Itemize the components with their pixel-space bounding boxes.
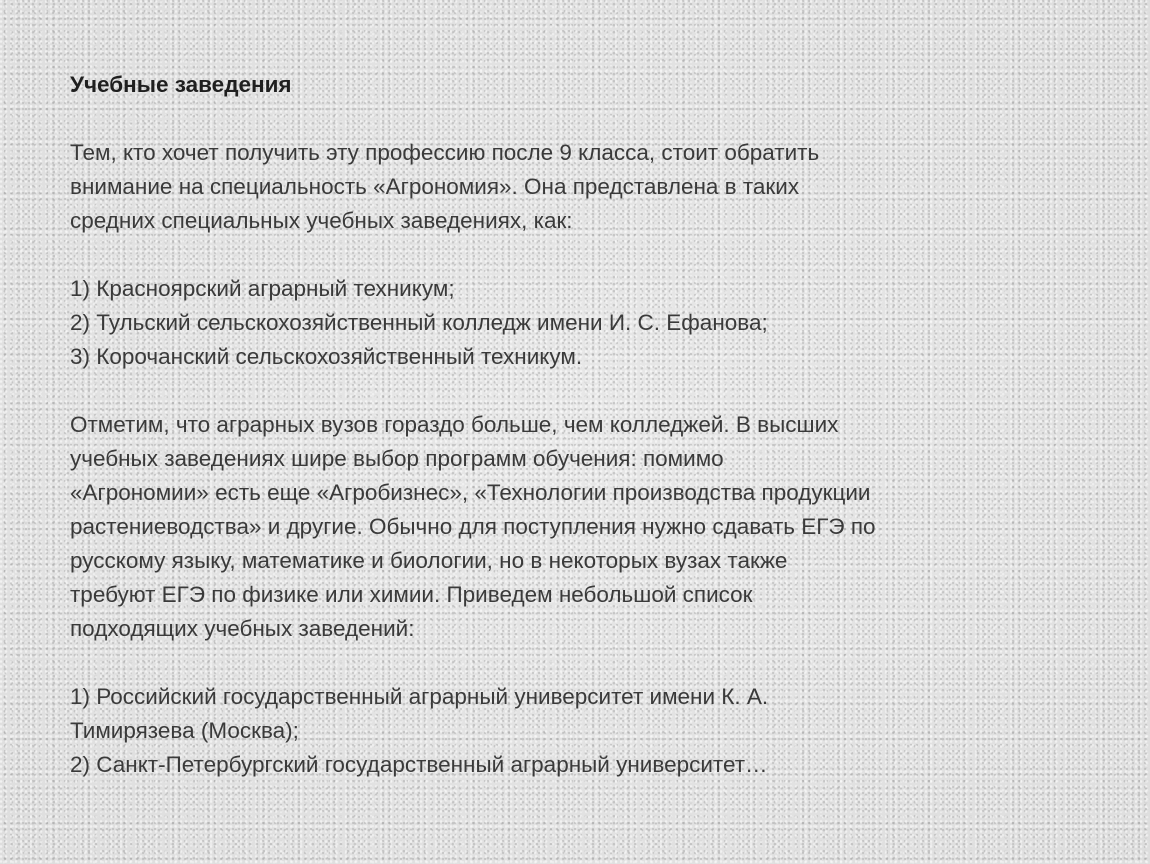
universities-list	[70, 680, 1070, 782]
paragraph-line: растениеводства» и другие. Обычно для поступления нужно сдавать ЕГЭ по	[70, 514, 876, 539]
slide-content	[70, 68, 1070, 782]
list-item: 1) Российский государственный аграрный университет имени К. А.	[70, 684, 769, 709]
intro-line: Тем, кто хочет получить эту профессию после 9 класса, стоит обратить	[70, 140, 820, 165]
spacer	[70, 238, 1070, 272]
spacer	[70, 102, 1070, 136]
list-item: 2) Тульский сельскохозяйственный колледж имени И. С. Ефанова;	[70, 310, 768, 335]
intro-line: внимание на специальность «Агрономия». Она представлена в таких	[70, 174, 800, 199]
intro-paragraph	[70, 136, 1070, 238]
list-item: 1) Красноярский аграрный техникум;	[70, 276, 455, 301]
spacer	[70, 374, 1070, 408]
paragraph-line: Отметим, что аграрных вузов гораздо больше, чем колледжей. В высших	[70, 412, 839, 437]
paragraph-line: подходящих учебных заведений:	[70, 616, 415, 641]
universities-paragraph	[70, 408, 1070, 646]
paragraph-line: учебных заведениях шире выбор программ обучения: помимо	[70, 446, 724, 471]
paragraph-line: «Агрономии» есть еще «Агробизнес», «Технологии производства продукции	[70, 480, 871, 505]
list-item: Тимирязева (Москва);	[70, 718, 299, 743]
paragraph-line: русскому языку, математике и биологии, но в некоторых вузах также	[70, 548, 788, 573]
paragraph-line: требуют ЕГЭ по физике или химии. Приведем небольшой список	[70, 582, 753, 607]
list-item: 3) Корочанский сельскохозяйственный техникум.	[70, 344, 583, 369]
colleges-list	[70, 272, 1070, 374]
intro-line: средних специальных учебных заведениях, как:	[70, 208, 573, 233]
section-heading: Учебные заведения	[70, 72, 292, 97]
spacer	[70, 646, 1070, 680]
list-item: 2) Санкт-Петербургский государственный аграрный университет…	[70, 752, 768, 777]
